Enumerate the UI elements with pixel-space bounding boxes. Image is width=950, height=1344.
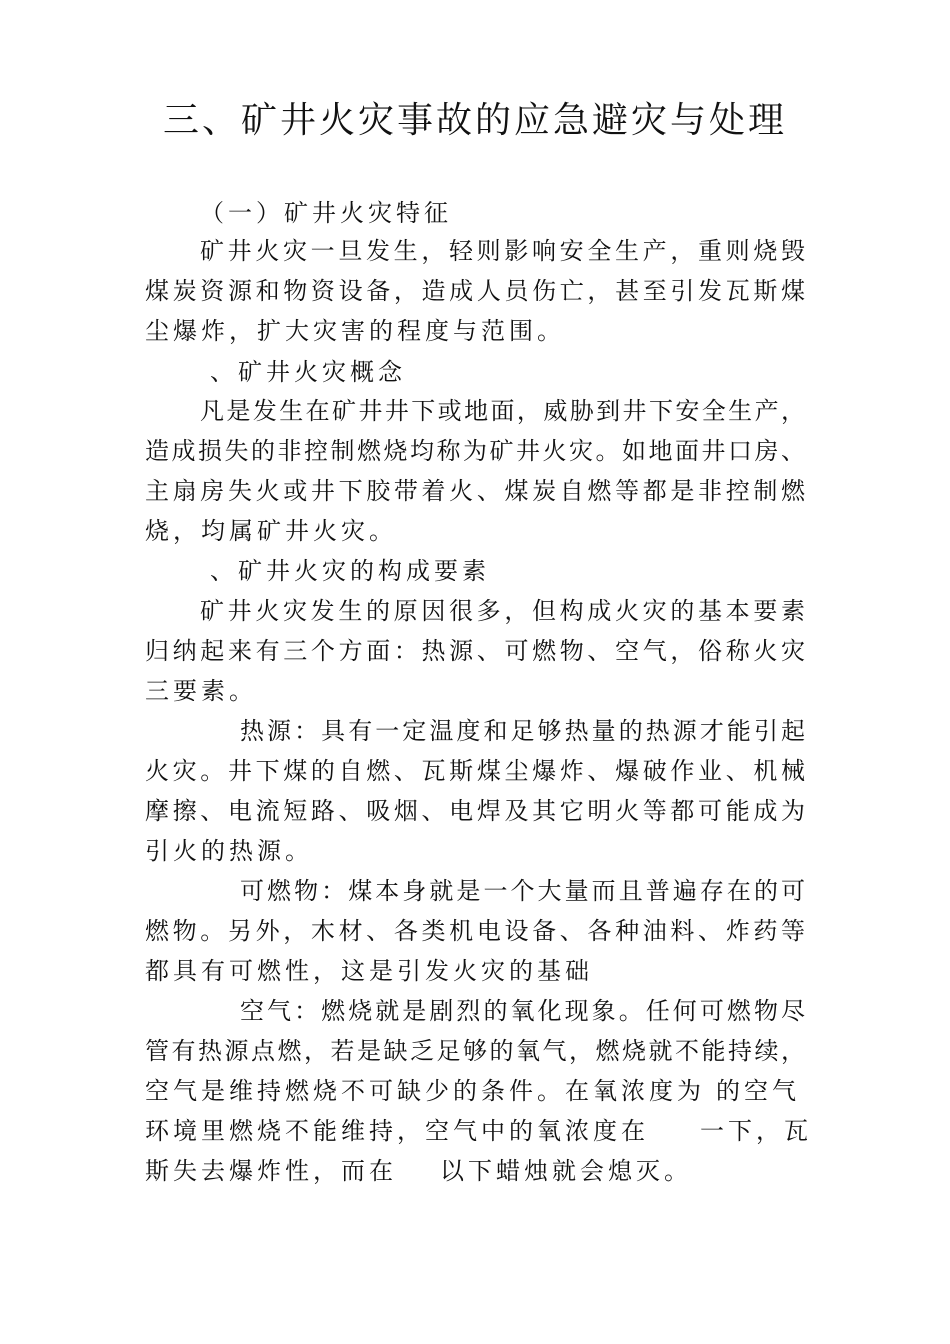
paragraph-line: 尘爆炸，扩大灾害的程度与范围。 (145, 317, 565, 345)
paragraph-line-fragment: 的空气 (716, 1077, 800, 1105)
paragraph-line: 凡是发生在矿井井下或地面，威胁到井下安全生产， (200, 397, 805, 425)
paragraph-line: 环境里燃烧不能维持，空气中的氧浓度在 (145, 1117, 649, 1145)
paragraph-line: 管有热源点燃，若是缺乏足够的氧气，燃烧就不能持续， (145, 1037, 805, 1065)
paragraph-line: 煤炭资源和物资设备，造成人员伤亡，甚至引发瓦斯煤 (145, 277, 805, 305)
paragraph-line: 燃物。另外，木材、各类机电设备、各种油料、炸药等 (145, 917, 805, 945)
paragraph-line-fragment: 一下，瓦 (700, 1117, 812, 1145)
paragraph-line: 摩擦、电流短路、吸烟、电焊及其它明火等都可能成为 (145, 797, 805, 825)
paragraph-line: 斯失去爆炸性，而在 (145, 1157, 397, 1185)
paragraph-line: 主扇房失火或井下胶带着火、煤炭自燃等都是非控制燃 (145, 477, 805, 505)
paragraph-line: 都具有可燃性，这是引发火灾的基础 (145, 957, 593, 985)
subheading-fire-elements: 、矿井火灾的构成要素 (210, 557, 490, 585)
paragraph-line-fragment: 以下蜡烛就会熄灭。 (440, 1157, 692, 1185)
paragraph-line: 造成损失的非控制燃烧均称为矿井火灾。如地面井口房、 (145, 437, 805, 465)
paragraph-line: 矿井火灾发生的原因很多，但构成火灾的基本要素 (200, 597, 805, 625)
paragraph-line: 空气是维持燃烧不可缺少的条件。在氧浓度为 (145, 1077, 705, 1105)
paragraph-line-combustible: 可燃物：煤本身就是一个大量而且普遍存在的可 (240, 877, 805, 905)
paragraph-line: 烧，均属矿井火灾。 (145, 517, 397, 545)
paragraph-line-heat-source: 热源：具有一定温度和足够热量的热源才能引起 (240, 717, 805, 745)
document-title: 三、矿井火灾事故的应急避灾与处理 (162, 100, 787, 141)
paragraph-line: 归纳起来有三个方面：热源、可燃物、空气，俗称火灾 (145, 637, 805, 665)
paragraph-line: 火灾。井下煤的自燃、瓦斯煤尘爆炸、爆破作业、机械 (145, 757, 805, 785)
section-heading-fire-features: （一）矿井火灾特征 (200, 199, 452, 227)
paragraph-line: 引火的热源。 (145, 837, 313, 865)
paragraph-line-air: 空气：燃烧就是剧烈的氧化现象。任何可燃物尽 (240, 997, 805, 1025)
subheading-fire-concept: 、矿井火灾概念 (210, 358, 406, 386)
paragraph-line: 矿井火灾一旦发生，轻则影响安全生产，重则烧毁 (200, 237, 805, 265)
paragraph-line: 三要素。 (145, 677, 257, 705)
